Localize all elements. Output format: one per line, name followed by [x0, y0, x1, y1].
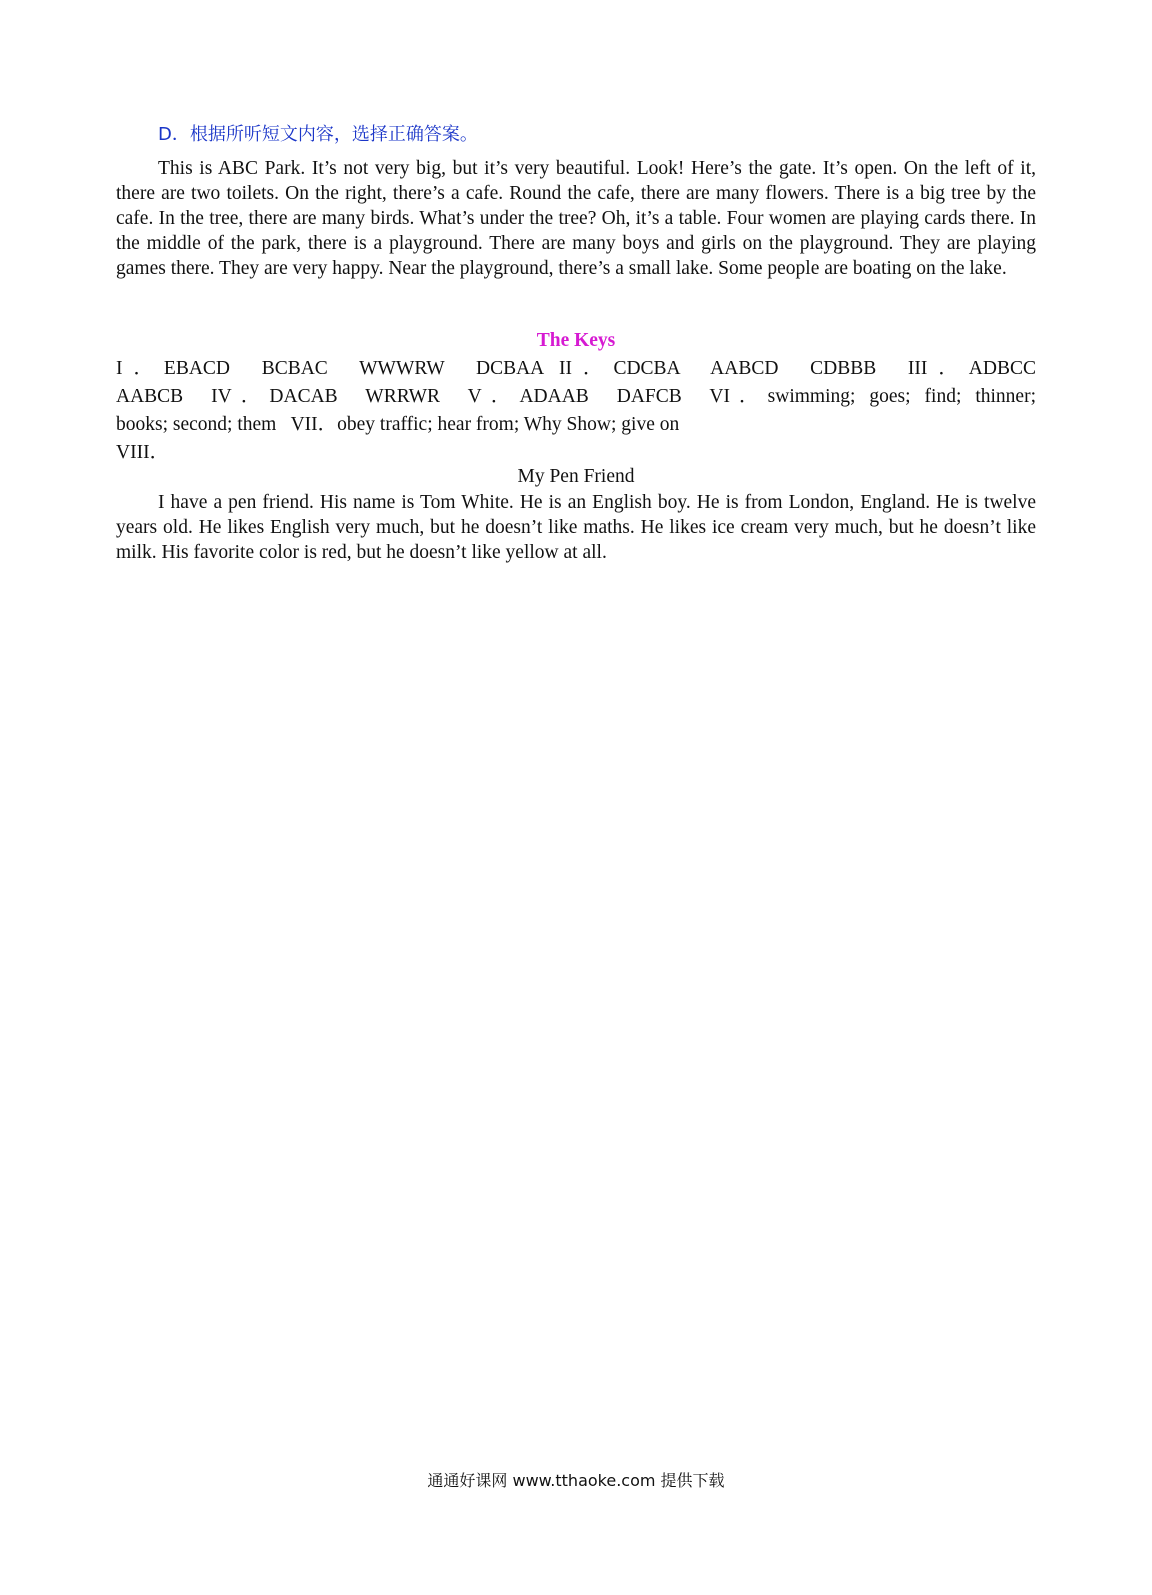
keys-line-1: I．EBACD BCBAC WWWRW DCBAA II．CDCBA AABCD CDBBB III．ADBCC [116, 358, 1036, 379]
essay-body: I have a pen friend. His name is Tom White. He is an English boy. He is from London, England. He is twelve years old. He likes English very much, but he doesn’t like maths. He likes ice cream very much, but he doesn’t like milk. His favorite color is red, but he doesn’t like yellow at all. [116, 492, 1036, 563]
keys-line-2: AABCB IV．DACAB WRRWR V．ADAAB DAFCB VI．swimming; goes; find; thinner; [116, 386, 1036, 407]
section-d [116, 122, 1036, 281]
listening-passage: This is ABC Park. It’s not very big, but it’s very beautiful. Look! Here’s the gate. It’s open. On the left of it, there are two toilets. On the right, there’s a cafe. Round the cafe, there are many flowers. There is a big tree by the cafe. In the tree, there are many birds. What’s under the tree? Oh, it’s a table. Four women are playing cards there. In the middle of the park, there is a playground. There are many boys and girls on the playground. They are playing games there. They are very happy. Near the playground, there’s a small lake. Some people are boating on the lake. [116, 158, 1036, 279]
essay [116, 490, 1036, 565]
answer-keys [116, 355, 1036, 467]
keys-line-3: books; second; them VII．obey traffic; hear from; Why Show; give on [116, 414, 680, 435]
section-d-heading: D．根据所听短文内容，选择正确答案。 [158, 124, 478, 145]
keys-line-4: VIII． [116, 442, 170, 463]
page-footer: 通通好课网 www.tthaoke.com 提供下载 [427, 1471, 725, 1490]
keys-title: The Keys [536, 330, 616, 351]
essay-title: My Pen Friend [517, 466, 635, 487]
